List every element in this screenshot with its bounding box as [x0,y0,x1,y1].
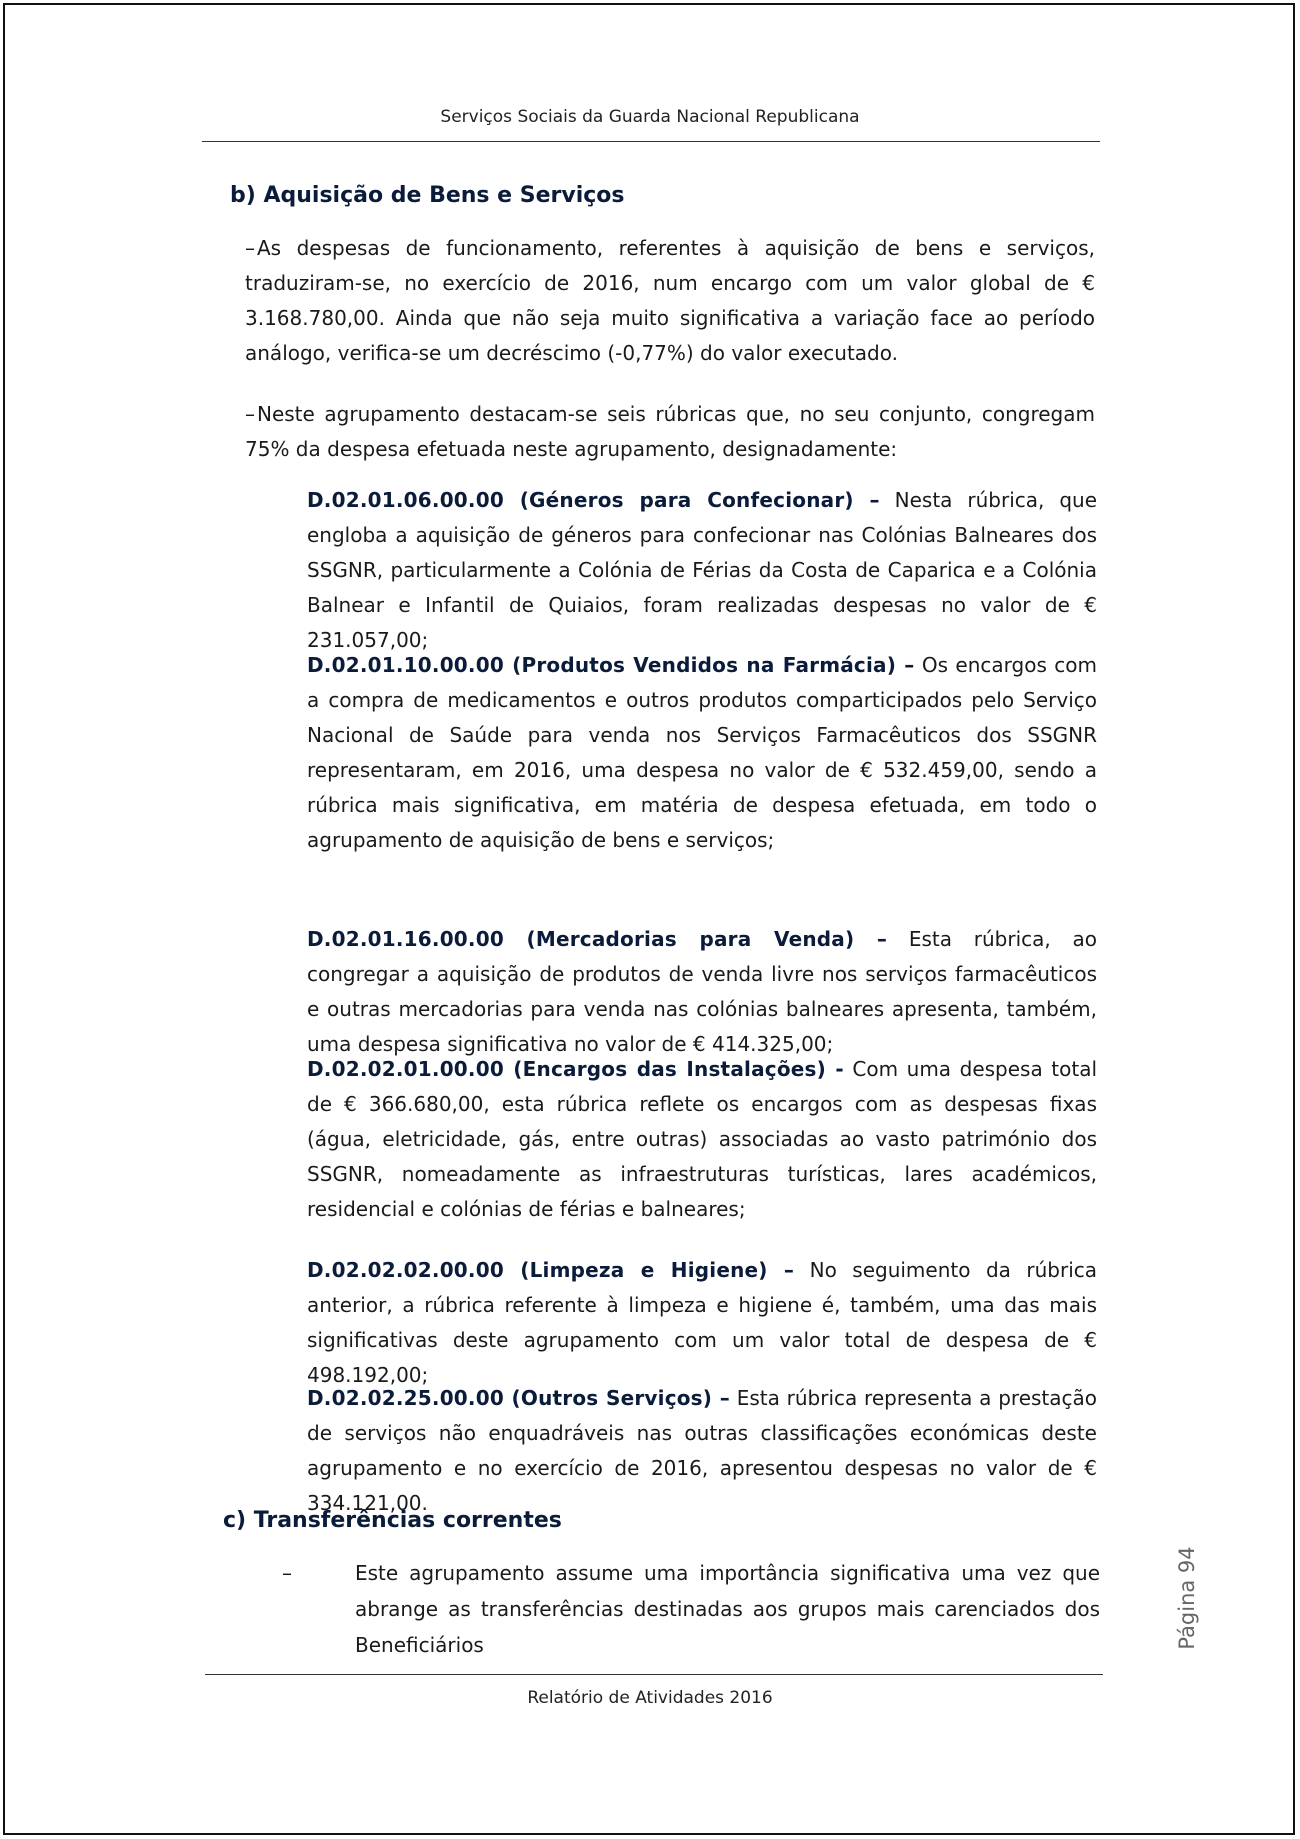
rubric-item [307,1052,1097,1227]
rubric-text: Com uma despesa total de € 366.680,00, esta rúbrica reflete os encargos com as despesas fixas (água, eletricidade, gás, entre outras) associadas ao vasto património dos SSGNR, nomeadamente as infraestruturas turísticas, lares académicos, residencial e colónias de férias e balneares; [307,1057,1098,1221]
rubric-code: D.02.02.01.00.00 (Encargos das Instalações) - [307,1057,844,1081]
rubric-text: Esta rúbrica representa a prestação de serviços não enquadráveis nas outras classificações económicas deste agrupamento e no exercício de 2016, apresentou despesas no valor de € 334.121,00. [307,1386,1098,1515]
rubric-text: No seguimento da rúbrica anterior, a rúbrica referente à limpeza e higiene é, também, uma das mais significativas deste agrupamento com um valor total de despesa de € 498.192,00; [307,1258,1098,1387]
rubric-item [307,1253,1097,1393]
section-b-heading: b) Aquisição de Bens e Serviços [230,183,625,208]
rubric-text: Nesta rúbrica, que engloba a aquisição de géneros para confecionar nas Colónias Balneares dos SSGNR, particularmente a Colónia de Férias da Costa de Caparica e a Colónia Balnear e Infantil de Quiaios, foram realizadas despesas no valor de € 231.057,00; [307,488,1097,652]
header-rule [202,141,1100,142]
section-b-paragraph-1 [245,231,1095,371]
dash-bullet: – [245,236,255,260]
rubric-code: D.02.01.06.00.00 (Géneros para Confecionar) – [307,488,880,512]
rubric-code: D.02.02.25.00.00 (Outros Serviços) – [307,1386,730,1410]
page-number-vertical [1172,1538,1202,1658]
footer-rule [205,1674,1103,1675]
section-c-heading: c) Transferências correntes [223,1508,562,1533]
rubric-item [307,922,1097,1062]
page-number-label: Página 94 [1175,1546,1199,1650]
paragraph-text: As despesas de funcionamento, referentes à aquisição de bens e serviços, traduziram-se, no exercício de 2016, num encargo com um valor global de € 3.168.780,00. Ainda que não seja muito significativa a variação face ao período análogo, verifica-se um decréscimo (-0,77%) do valor executado. [245,236,1095,365]
rubric-code: D.02.02.02.00.00 (Limpeza e Higiene) – [307,1258,795,1282]
paragraph-text: Este agrupamento assume uma importância significativa uma vez que abrange as transferências destinadas aos grupos mais carenciados dos Beneficiários [355,1561,1100,1657]
rubric-code: D.02.01.10.00.00 (Produtos Vendidos na Farmácia) – [307,653,915,677]
rubric-item [307,1381,1097,1521]
rubric-item [307,483,1097,658]
running-footer: Relatório de Atividades 2016 [527,1688,773,1708]
running-header: Serviços Sociais da Guarda Nacional Republicana [440,107,860,127]
section-b-paragraph-2 [245,397,1095,467]
dash-bullet: – [245,402,255,426]
rubric-text: Esta rúbrica, ao congregar a aquisição de produtos de venda livre nos serviços farmacêuticos e outras mercadorias para venda nas colónias balneares apresenta, também, uma despesa significativa no valor de € 414.325,00; [307,927,1098,1056]
paragraph-text: Neste agrupamento destacam-se seis rúbricas que, no seu conjunto, congregam 75% da despesa efetuada neste agrupamento, designadamente: [245,402,1095,461]
rubric-text: Os encargos com a compra de medicamentos e outros produtos comparticipados pelo Serviço Nacional de Saúde para venda nos Serviços Farmacêuticos dos SSGNR representaram, em 2016, uma despesa no valor de € 532.459,00, sendo a rúbrica mais significativa, em matéria de despesa efetuada, em todo o agrupamento de aquisição de bens e serviços; [307,653,1097,852]
rubric-item [307,648,1097,858]
section-c-paragraph [282,1555,1100,1663]
dash-bullet: – [282,1561,292,1585]
rubric-code: D.02.01.16.00.00 (Mercadorias para Venda) – [307,927,888,951]
